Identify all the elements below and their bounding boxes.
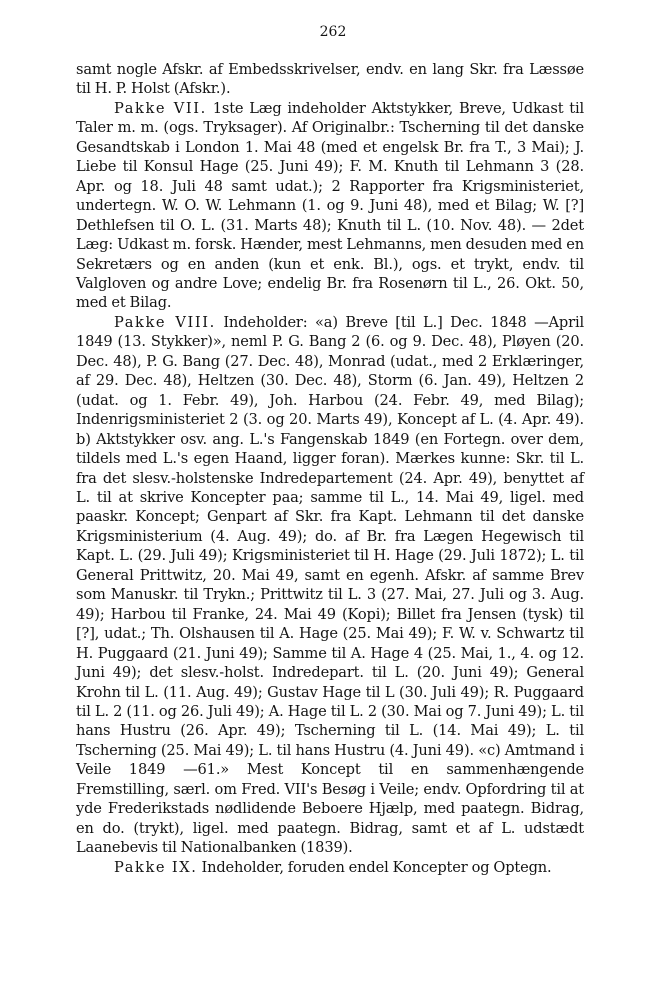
paragraph-continuation	[76, 60, 584, 99]
paragraph-pakke-viii	[76, 313, 584, 858]
paragraph-pakke-ix	[76, 858, 584, 877]
pakke-label: Pakke VIII.	[113, 313, 216, 331]
paragraph-pakke-vii	[76, 99, 584, 313]
page-number: 262	[319, 24, 347, 40]
paragraph-text: Indeholder, foruden endel Koncepter og Optegn.	[201, 858, 552, 876]
pakke-label: Pakke IX.	[113, 858, 198, 876]
paragraph-text: Indeholder: «a) Breve [til L.] Dec. 1848 —April 1849 (13. Stykker)», neml P. G. Bang 2 (6. og 9. Dec. 48), Pløyen (20. Dec. 48), P. G. Bang (27. Dec. 48), Monrad (udat., med 2 Erklæringer, af 29. Dec. 48), Heltzen (30. Dec. 48), Storm (6. Jan. 49), Heltzen 2 (udat. og 1. Febr. 49), Joh. Harbou (24. Febr. 49, med Bilag); Indenrigsministeriet 2 (3. og 20. Marts 49), Koncept af L. (4. Apr. 49). b) Aktstykker osv. ang. L.'s Fangenskab 1849 (en Fortegn. over dem, tildels med L.'s egen Haand, ligger foran). Mærkes kunne: Skr. til L. fra det slesv.-holstenske Indredepartement (24. Apr. 49), benyttet af L. til at skrive Koncepter paa; samme til L., 14. Mai 49, ligel. med paaskr. Koncept; Genpart af Skr. fra Kapt. Lehmann til det danske Krigsministerium (4. Aug. 49); do. af Br. fra Lægen Hegewisch til Kapt. L. (29. Juli 49); Krigsministeriet til H. Hage (29. Juli 1872); L. til General Prittwitz, 20. Mai 49, samt en egenh. Afskr. af samme Brev som Manuskr. til Trykn.; Prittwitz til L. 3 (27. Mai, 27. Juli og 3. Aug. 49); Harbou til Franke, 24. Mai 49 (Kopi); Billet fra Jensen (tysk) til [?], udat.; Th. Olshausen til A. Hage (25. Mai 49); F. W. v. Schwartz til H. Puggaard (21. Juni 49); Samme til A. Hage 4 (25. Mai, 1., 4. og 12. Juni 49); det slesv.-holst. Indredepart. til L. (20. Juni 49); General Krohn til L. (11. Aug. 49); Gustav Hage til L (30. Juli 49); R. Puggaard til L. 2 (11. og 26. Juli 49); A. Hage til L. 2 (30. Mai og 7. Juni 49); L. til hans Hustru (26. Apr. 49); Tscherning til L. (14. Mai 49); L. til Tscherning (25. Mai 49); L. til hans Hustru (4. Juni 49). «c) Amtmand i Veile 1849 —61.» Mest Koncept til en sammenhængende Fremstilling, særl. om Fred. VII's Besøg i Veile; endv. Opfordring til at yde Frederikstads nødlidende Beboere Hjælp, med paategn. Bidrag, en do. (trykt), ligel. med paategn. Bidrag, samt et af L. udstædt Laanebevis til Nationalbanken (1839).	[76, 313, 584, 857]
paragraph-text: 1ste Læg indeholder Aktstykker, Breve, Udkast til Taler m. m. (ogs. Tryksager). Af Originalbr.: Tscherning til det danske Gesandtskab i London 1. Mai 48 (med et engelsk Br. fra T., 3 Mai); J. Liebe til Konsul Hage (25. Juni 49); F. M. Knuth til Lehmann 3 (28. Apr. og 18. Juli 48 samt udat.); 2 Rapporter fra Krigsministeriet, undertegn. W. O. W. Lehmann (1. og 9. Juni 48), med et Bilag; W. [?] Dethlefsen til O. L. (31. Marts 48); Knuth til L. (10. Nov. 48). — 2det Læg: Udkast m. forsk. Hænder, mest Lehmanns, men desuden med en Sekretærs og en anden (kun et enk. Bl.), ogs. et trykt, endv. til Valgloven og andre Love; endelig Br. fra Rosenørn til L., 26. Okt. 50, med et Bilag.	[76, 99, 585, 312]
pakke-label: Pakke VII.	[113, 99, 207, 117]
body-text	[76, 60, 584, 877]
paragraph-text: samt nogle Afskr. af Embedsskrivelser, endv. en lang Skr. fra Læssøe til H. P. Holst (Afskr.).	[76, 61, 584, 98]
document-page	[76, 20, 584, 877]
